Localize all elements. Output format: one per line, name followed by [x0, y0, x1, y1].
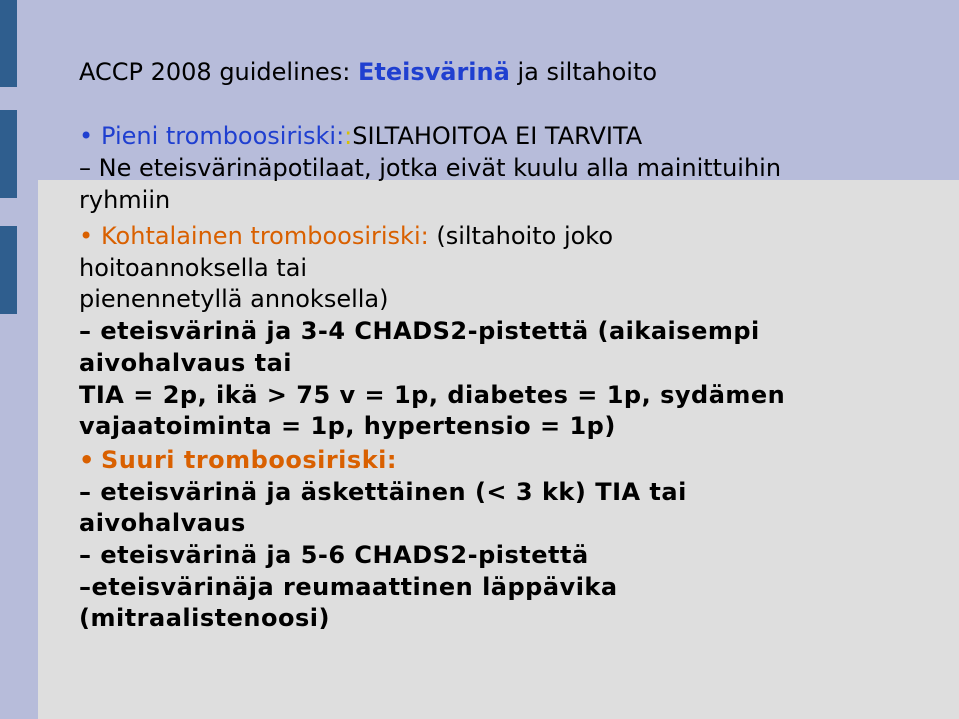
bullet: • — [79, 446, 95, 474]
high-risk-heading-line — [79, 445, 397, 475]
moderate-risk-line-2: pienennetyllä annoksella) — [79, 285, 389, 313]
title-bold: Eteisvärinä — [357, 58, 510, 86]
high-risk-line-5: (mitraalistenoosi) — [79, 604, 330, 632]
left-strip — [17, 292, 38, 719]
low-risk-separator: : — [344, 122, 353, 150]
low-risk-heading: Pieni tromboosiriski: — [101, 122, 345, 150]
bullet: • — [79, 222, 94, 250]
low-risk-line-2: ryhmiin — [79, 186, 171, 214]
moderate-risk-heading-line — [79, 221, 613, 251]
bullet: • — [79, 122, 94, 150]
low-risk-text: SILTAHOITOA EI TARVITA — [352, 122, 643, 150]
low-risk-heading-line — [79, 121, 642, 151]
moderate-risk-line-6: vajaatoiminta = 1p, hypertensio = 1p) — [79, 412, 616, 440]
moderate-risk-text: (siltahoito joko — [428, 222, 614, 250]
high-risk-line-1: – eteisvärinä ja äskettäinen (< 3 kk) TIA tai — [79, 478, 687, 506]
title-suffix: ja siltahoito — [509, 58, 658, 86]
accent-bar-middle — [0, 110, 17, 198]
title-prefix: ACCP 2008 guidelines: — [79, 58, 358, 86]
high-risk-line-3: – eteisvärinä ja 5-6 CHADS2-pistettä — [79, 541, 589, 569]
moderate-risk-line-1: hoitoannoksella tai — [79, 254, 308, 282]
accent-bar-bottom — [0, 226, 17, 314]
accent-bar-top — [0, 0, 17, 87]
moderate-risk-line-5: TIA = 2p, ikä > 75 v = 1p, diabetes = 1p, sydämen — [79, 381, 786, 409]
moderate-risk-line-4: aivohalvaus tai — [79, 349, 293, 377]
low-risk-line-1: – Ne eteisvärinäpotilaat, jotka eivät kuulu alla mainittuihin — [79, 154, 782, 182]
high-risk-line-2: aivohalvaus — [79, 509, 246, 537]
high-risk-line-4: –eteisvärinäja reumaattinen läppävika — [79, 573, 618, 601]
moderate-risk-heading: Kohtalainen tromboosiriski: — [101, 222, 429, 250]
slide-title — [79, 57, 657, 87]
moderate-risk-line-3: – eteisvärinä ja 3-4 CHADS2-pistettä (aikaisempi — [79, 317, 760, 345]
high-risk-heading: Suuri tromboosiriski: — [101, 446, 397, 474]
